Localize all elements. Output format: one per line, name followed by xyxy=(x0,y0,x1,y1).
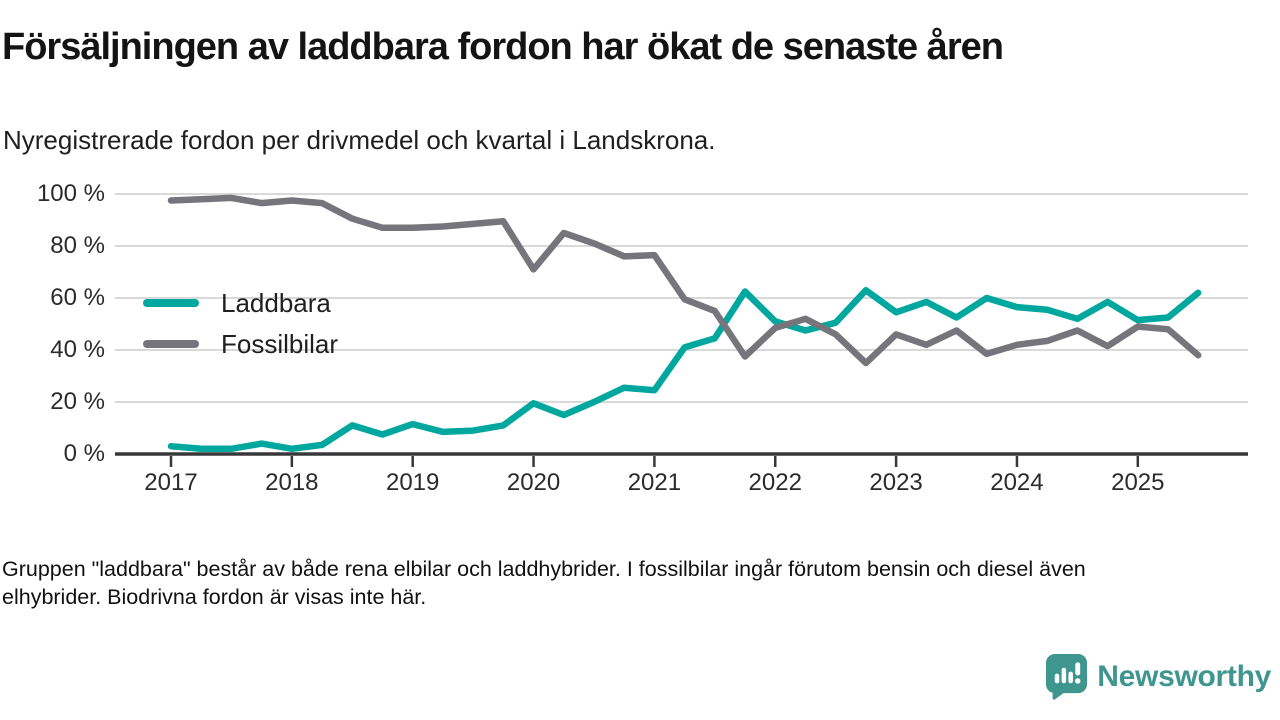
chart-title: Försäljningen av laddbara fordon har ökat de senaste åren xyxy=(2,26,1003,68)
footnote-line-2: elhybrider. Biodrivna fordon är visas inte här. xyxy=(2,585,427,609)
x-axis-label-2018: 2018 xyxy=(265,469,319,496)
footnote xyxy=(2,555,1272,611)
chart-legend xyxy=(143,287,338,360)
y-axis-label-20: 20 % xyxy=(50,388,105,415)
x-axis-label-2021: 2021 xyxy=(627,469,682,496)
laddbara-line-swatch xyxy=(143,299,199,307)
y-axis-label-40: 40 % xyxy=(50,336,105,363)
y-axis-label-100: 100 % xyxy=(36,180,105,207)
x-axis-label-2022: 2022 xyxy=(748,469,802,496)
x-axis-label-2020: 2020 xyxy=(506,469,561,496)
newsworthy-logo xyxy=(1045,653,1271,700)
chart-subtitle: Nyregistrerade fordon per drivmedel och kvartal i Landskrona. xyxy=(3,125,716,155)
y-axis-label-0: 0 % xyxy=(63,440,105,467)
y-axis-label-80: 80 % xyxy=(50,232,105,259)
y-axis-label-60: 60 % xyxy=(50,284,105,311)
fossilbilar-line-swatch xyxy=(143,340,199,348)
x-axis-label-2024: 2024 xyxy=(990,469,1044,496)
legend-label-fossilbilar: Fossilbilar xyxy=(221,328,339,359)
x-axis-label-2017: 2017 xyxy=(144,469,198,496)
x-axis-label-2025: 2025 xyxy=(1111,469,1165,496)
footnote-line-1: Gruppen "laddbara" består av både rena elbilar och laddhybrider. I fossilbilar ingår förutom bensin och diesel även xyxy=(2,557,1086,581)
x-axis-label-2019: 2019 xyxy=(385,469,440,496)
legend-label-laddbara: Laddbara xyxy=(221,287,331,318)
legend-item-laddbara xyxy=(143,287,338,319)
x-axis-label-2023: 2023 xyxy=(869,469,923,496)
legend-item-fossilbilar xyxy=(143,328,338,360)
newsworthy-wordmark: Newsworthy xyxy=(1097,659,1271,693)
newsworthy-speech-bubble-chart-icon xyxy=(1045,653,1088,700)
